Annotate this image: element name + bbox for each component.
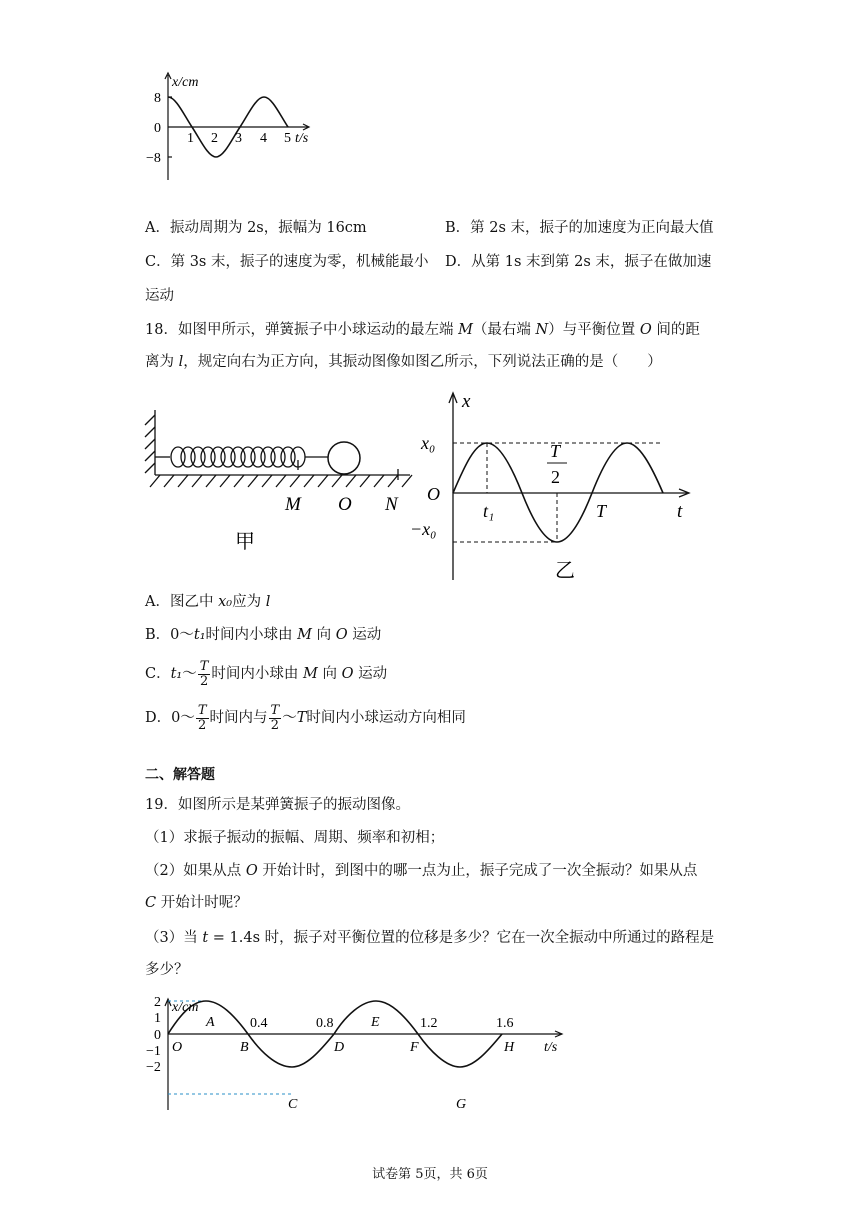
tick-x-2: 2 [211, 131, 218, 146]
wall-hatch [145, 415, 155, 473]
point-c: C [288, 1097, 298, 1112]
tick-y-neg2: −2 [146, 1060, 161, 1075]
q17-option-a: A．振动周期为 2s，振幅为 16cm [145, 220, 367, 236]
q18-option-c: C．t₁～ $\frac{T}{2}$ 时间内小球由 M 向 O 运动 [145, 658, 388, 689]
axis-x-label: t [677, 501, 683, 522]
figure-jia-spring [140, 400, 420, 560]
figure-yi-graph [405, 385, 705, 585]
spring-coils [171, 447, 305, 467]
q18-option-d: D．0～ $\frac{T}{2}$ 时间内与 $\frac{T}{2}$ ～T时间内小球运动方向相同 [145, 702, 466, 733]
q17-option-d-continued: 运动 [145, 288, 174, 304]
tick-x-1.6: 1.6 [496, 1016, 514, 1031]
tick-y-2: 2 [154, 995, 161, 1010]
axis-y-label: x/cm [172, 75, 199, 90]
point-e: E [371, 1015, 380, 1030]
ball [328, 442, 360, 474]
q17-option-c: C．第 3s 末，振子的速度为零，机械能最小 [145, 254, 429, 270]
q17-option-d: D．从第 1s 末到第 2s 末，振子在做加速 [445, 254, 712, 270]
point-f: F [410, 1040, 419, 1055]
axis-x-label: t/s [544, 1040, 558, 1055]
section-heading: 二、解答题 [145, 767, 215, 783]
tick-y-0: 0 [154, 121, 161, 136]
tick-x-4: 4 [260, 131, 267, 146]
tick-x-1: 1 [187, 131, 194, 146]
q17-option-b: B．第 2s 末，振子的加速度为正向最大值 [445, 220, 714, 236]
axis-y-label: x/cm [172, 1000, 199, 1015]
q19-part2-line1: （2）如果从点 O 开始计时，到图中的哪一点为止，振子完成了一次全振动？如果从点 [145, 863, 698, 879]
label-t: T [596, 501, 607, 521]
tick-y-neg8: −8 [146, 151, 161, 166]
q19-stem: 19．如图所示是某弹簧振子的振动图像。 [145, 797, 410, 813]
tick-x-3: 3 [235, 131, 242, 146]
tick-y-0: 0 [154, 1028, 161, 1043]
q18-option-b: B．0～t₁时间内小球由 M 向 O 运动 [145, 627, 382, 643]
fraction-half-t: $\frac{T}{2}$ [199, 658, 209, 689]
tick-x-5: 5 [284, 131, 291, 146]
point-h: H [504, 1040, 515, 1055]
point-o: O [172, 1040, 183, 1055]
point-a: A [206, 1015, 215, 1030]
q19-part3-line1: （3）当 t = 1.4s 时，振子对平衡位置的位移是多少？它在一次全振动中所通过的路程是 [145, 930, 715, 946]
point-g: G [456, 1097, 467, 1112]
tick-y-8: 8 [154, 91, 161, 106]
label-t1: t₁ [483, 501, 495, 521]
label-x0: x₀ [421, 433, 436, 453]
point-b: B [240, 1040, 249, 1055]
point-d: D [334, 1040, 345, 1055]
figure-q19-graph [140, 995, 570, 1120]
label-neg-x0: −x₀ [410, 519, 437, 539]
caption-yi: 乙 [555, 560, 575, 582]
label-n: N [385, 494, 398, 515]
q19-part2-line2: C 开始计时呢？ [145, 895, 248, 911]
q18-option-a: A．图乙中 x₀应为 l [145, 594, 271, 610]
tick-y-1: 1 [154, 1011, 161, 1026]
tick-x-0.8: 0.8 [316, 1016, 334, 1031]
label-origin: O [427, 484, 440, 504]
figure-1-graph [140, 70, 330, 180]
axis-x-label: t/s [295, 131, 309, 146]
q18-stem-line1: 18．如图甲所示，弹簧振子中小球运动的最左端 M（最右端 N）与平衡位置 O 间的距 [145, 322, 700, 338]
fraction-half-t-1: $\frac{T}{2}$ [197, 702, 207, 733]
tick-x-1.2: 1.2 [420, 1016, 438, 1031]
caption-jia: 甲 [235, 531, 255, 553]
q19-part3-line2: 多少？ [145, 962, 189, 978]
page-footer: 试卷第 5页，共 6页 [372, 1167, 488, 1182]
axis-y-label: x [462, 391, 471, 412]
floor-hatch [150, 475, 412, 487]
label-m: M [285, 494, 301, 515]
q18-stem-line2: 离为 l，规定向右为正方向，其振动图像如图乙所示，下列说法正确的是（ ） [145, 354, 662, 370]
fraction-half-t-2: $\frac{T}{2}$ [270, 702, 280, 733]
tick-y-neg1: −1 [146, 1044, 161, 1059]
label-o: O [338, 494, 352, 515]
label-half-t-num: T [550, 441, 561, 461]
tick-x-0.4: 0.4 [250, 1016, 268, 1031]
q19-part1: （1）求振子振动的振幅、周期、频率和初相； [145, 830, 445, 846]
label-half-t-den: 2 [551, 467, 560, 487]
